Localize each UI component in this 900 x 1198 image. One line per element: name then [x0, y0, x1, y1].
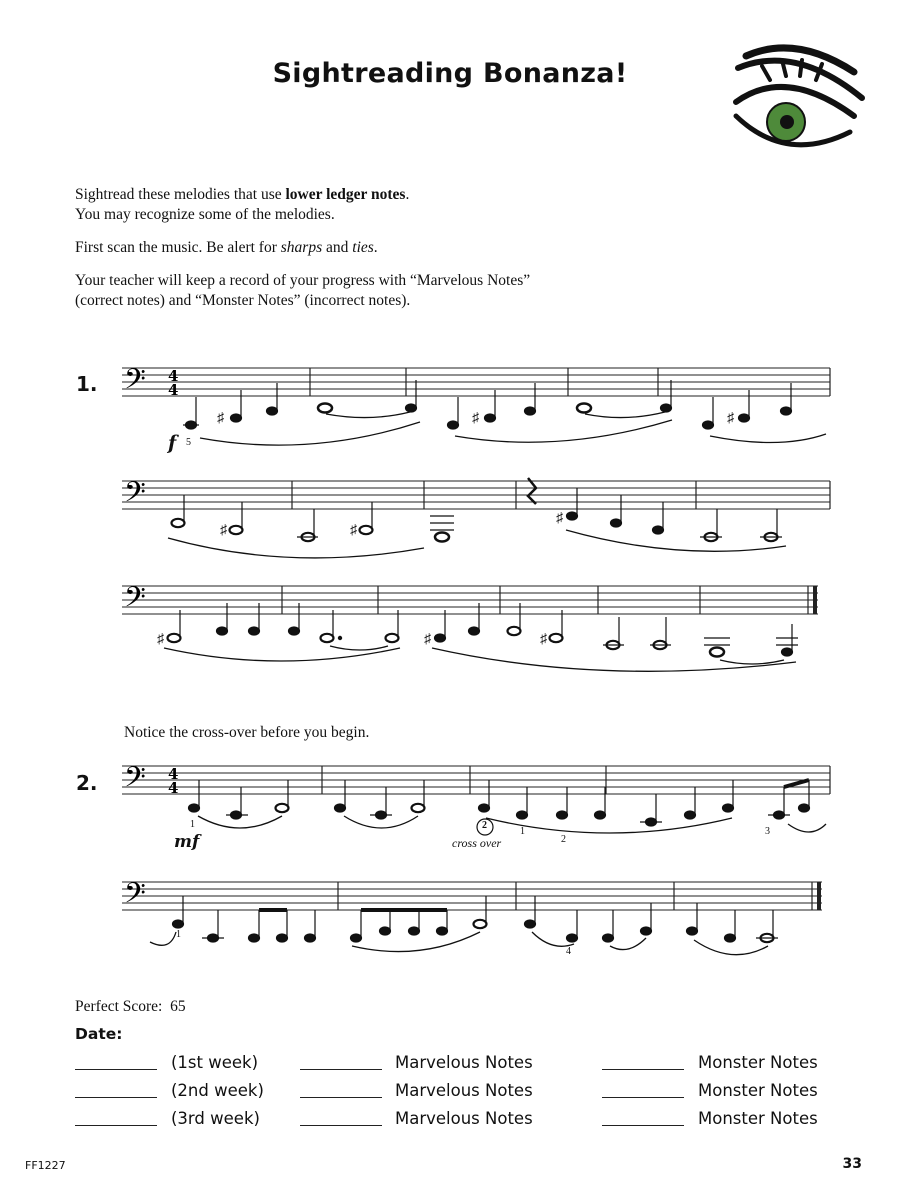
- fingering-1-crossover: 1: [520, 826, 525, 837]
- perfect-score-value: 65: [170, 998, 186, 1015]
- svg-text:4: 4: [168, 765, 179, 783]
- fingering-5: 5: [186, 437, 191, 448]
- marvelous-blank[interactable]: [300, 1069, 382, 1070]
- week-blank[interactable]: [75, 1069, 157, 1070]
- record-row-week-2: (2nd week) Marvelous Notes Monster Notes: [75, 1081, 835, 1105]
- instruction-record: Your teacher will keep a record of your progress with “Marvelous Notes” (correct notes) and “Monster Notes” (incorrect notes).: [75, 272, 531, 309]
- record-row-week-1: (1st week) Marvelous Notes Monster Notes: [75, 1053, 835, 1077]
- week-blank[interactable]: [75, 1125, 157, 1126]
- bass-clefs: [124, 761, 146, 917]
- eye-icon: [726, 36, 866, 154]
- svg-text:𝄢: 𝄢: [124, 877, 146, 917]
- marvelous-blank[interactable]: [300, 1125, 382, 1126]
- perfect-score: Perfect Score: 65: [75, 998, 186, 1015]
- svg-text:4: 4: [168, 381, 179, 399]
- footer-code: FF1227: [25, 1159, 66, 1172]
- record-row-week-3: (3rd week) Marvelous Notes Monster Notes: [75, 1109, 835, 1133]
- instruction-scan: First scan the music. Be alert for sharps and ties.: [75, 239, 378, 256]
- dynamic-mf: mf: [174, 832, 200, 852]
- fingering-2: 2: [561, 834, 566, 845]
- svg-text:𝄢: 𝄢: [124, 761, 146, 801]
- svg-text:♯: ♯: [157, 632, 164, 647]
- svg-text:♯: ♯: [472, 411, 479, 426]
- svg-text:♯: ♯: [217, 411, 224, 426]
- fingering-1: 1: [190, 819, 195, 830]
- page-number: 33: [842, 1156, 862, 1172]
- monster-blank[interactable]: [602, 1097, 684, 1098]
- crossover-label: cross over: [452, 836, 502, 850]
- notes-line-3: [157, 603, 798, 657]
- barlines: [282, 368, 830, 614]
- monster-blank[interactable]: [602, 1125, 684, 1126]
- svg-text:♯: ♯: [540, 632, 547, 647]
- slurs-line-3: [164, 646, 796, 671]
- instructions: [75, 185, 775, 324]
- fingering-1-line2: 1: [176, 929, 181, 940]
- week-blank[interactable]: [75, 1097, 157, 1098]
- monster-blank[interactable]: [602, 1069, 684, 1070]
- svg-text:♯: ♯: [350, 523, 357, 538]
- example-2-number: 2.: [76, 771, 98, 795]
- slurs-line-2: [168, 530, 786, 558]
- svg-text:♯: ♯: [220, 523, 227, 538]
- svg-text:4: 4: [168, 779, 179, 797]
- bass-clefs: [124, 363, 146, 621]
- time-signature: [168, 367, 178, 399]
- slurs-line-1: [198, 816, 826, 833]
- time-signature: [168, 765, 178, 797]
- svg-text:4: 4: [168, 367, 179, 385]
- example-1-music: [0, 350, 900, 690]
- svg-text:𝄢: 𝄢: [124, 476, 146, 516]
- notice-crossover: Notice the cross-over before you begin.: [124, 724, 370, 741]
- fingering-4: 4: [566, 946, 571, 957]
- svg-text:♯: ♯: [424, 632, 431, 647]
- svg-text:𝄢: 𝄢: [124, 581, 146, 621]
- svg-text:𝄢: 𝄢: [124, 363, 146, 403]
- fingering-3: 3: [765, 826, 770, 837]
- barlines: [322, 766, 830, 910]
- slurs-line-2: [150, 932, 768, 955]
- staff-lines: [122, 368, 830, 614]
- page-title: Sightreading Bonanza!: [272, 58, 628, 89]
- marvelous-blank[interactable]: [300, 1097, 382, 1098]
- svg-text:♯: ♯: [727, 411, 734, 426]
- example-2-music: [0, 752, 900, 972]
- notes-line-1: [183, 380, 792, 429]
- dynamic-f: f: [168, 432, 177, 454]
- date-label: Date:: [75, 1025, 123, 1043]
- crossover-finger: 2: [482, 820, 487, 831]
- example-1-number: 1.: [76, 372, 98, 396]
- instruction-ledger: Sightread these melodies that use lower ledger notes. You may recognize some of the melodies.: [75, 186, 410, 223]
- svg-text:♯: ♯: [556, 511, 563, 526]
